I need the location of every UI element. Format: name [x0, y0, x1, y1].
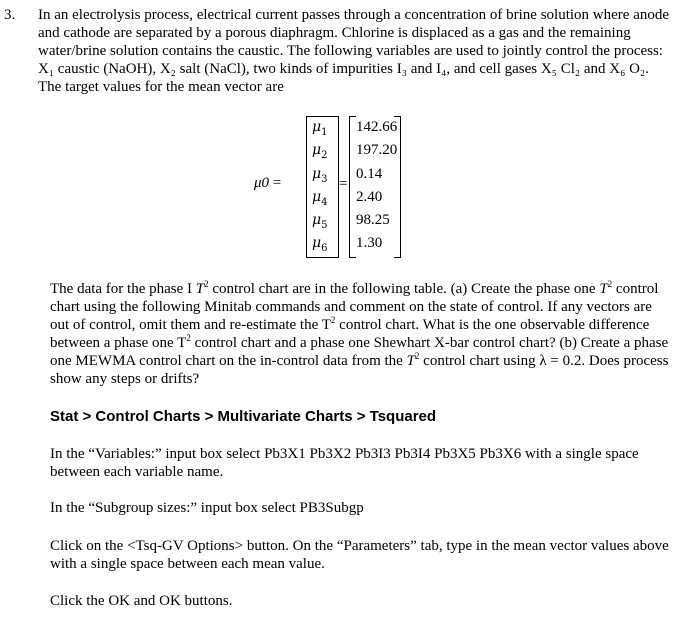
question-number: 3. [4, 7, 16, 23]
mean-value: 142.66 [356, 119, 398, 135]
mu-item: $\mu_5$ [312, 212, 328, 231]
mu-item: $\mu_1$ [312, 119, 328, 138]
mu-vector [312, 116, 336, 256]
minitab-command: Stat > Control Charts > Multivariate Charts > Tsquared [50, 408, 437, 425]
mu-item: $\mu_2$ [312, 142, 328, 162]
vector-equals: = [339, 176, 348, 192]
options-instruction: Click on the <Tsq-GV Options> button. On the “Parameters” tab, type in the mean vector values above with a single space between each mean value. [50, 538, 669, 572]
mean-value: 197.20 [356, 142, 398, 159]
mean-value: 98.25 [356, 212, 390, 229]
mu-item: $\mu_4$ [312, 188, 328, 208]
mu0-label [254, 175, 281, 192]
task-paragraph: The data for the phase I $T^2$ control chart are in the following table. (a) Create the phase one $T^2$ control chart using the following Minitab commands and comment on the state of control. If any vectors are out of control, omit them and re-estimate the $T^2$ control chart. What is the one observable difference between a phase one $T^2$ control chart and a phase one Shewhart X-bar control chart? (b) Create a phase one MEWMA control chart on the in-control data from the $T^2$ control chart using λ = 0.2. Does process show any steps or drifts? [50, 279, 669, 387]
intro-text: In an electrolysis process, electrical current passes through a concentration of brine solution where anode and cathode are separated by a porous diaphragm. Chlorine is displaced as a gas and the remaining water/brine solution contains the caustic. The following variables are used to jointly control the process: X₁ caustic (NaOH), X₂ salt (NaCl), two kinds of impurities I₃ and I₄, and cell gases X₅ Cl₂ and X₆ O₂. The target values for the mean vector are [38, 7, 670, 95]
ok-instruction: Click the OK and OK buttons. [50, 593, 233, 609]
value-vector-left-bracket [349, 116, 356, 258]
mean-vector-equation [254, 114, 414, 260]
mean-value: 1.30 [356, 235, 383, 252]
mean-value: 0.14 [356, 165, 383, 182]
mu-item: $\mu_3$ [312, 165, 328, 185]
mu-item: $\mu_6$ [312, 235, 328, 255]
subgroup-instruction: In the “Subgroup sizes:” input box select PB3Subgp [50, 500, 364, 516]
mu0-symbol: μ0 [254, 175, 270, 191]
value-vector [356, 116, 406, 256]
intro-paragraph [38, 6, 670, 96]
mean-value: 2.40 [356, 188, 383, 205]
mu0-equals: = [272, 175, 282, 191]
variables-instruction: In the “Variables:” input box select Pb3X1 Pb3X2 Pb3I3 Pb3I4 Pb3X5 Pb3X6 with a single space between each variable name. [50, 446, 639, 480]
